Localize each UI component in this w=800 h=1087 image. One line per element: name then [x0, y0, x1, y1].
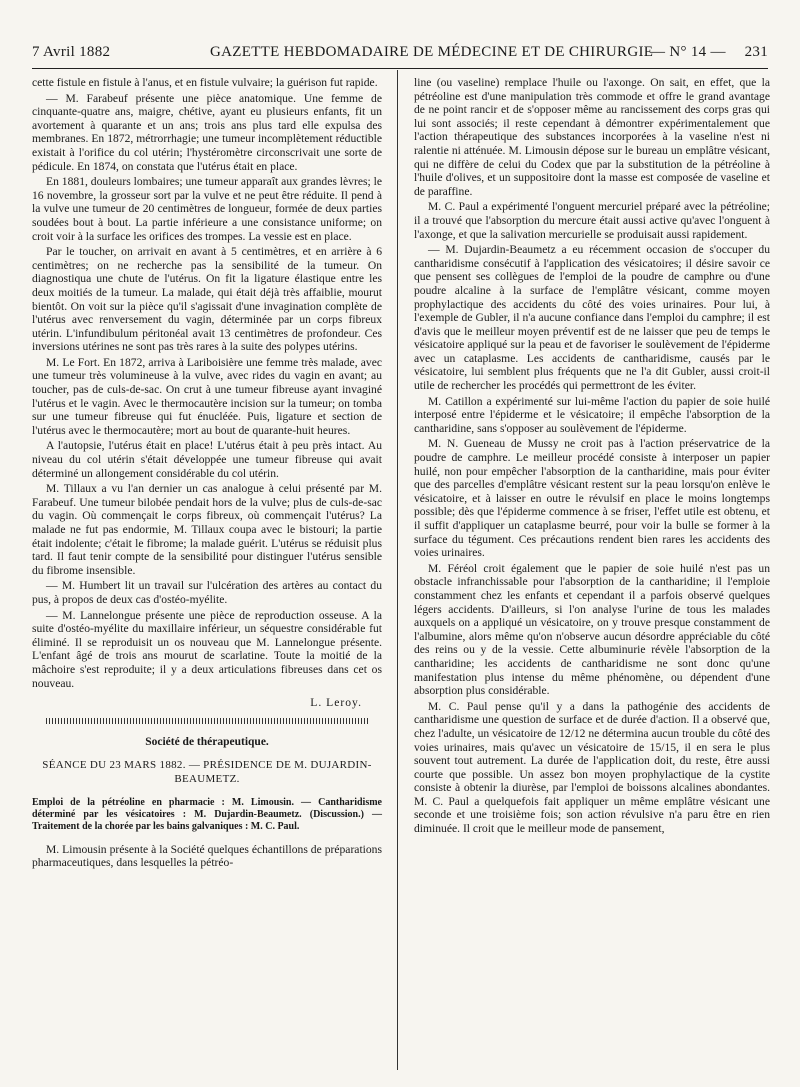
issue-number: — N° 14 —: [650, 44, 726, 60]
paragraph: Par le toucher, on arrivait en avant à 5 centimètres, et en arrière à 6 centimètres; on ne recherche pas la sensibilité de la tumeur. On diagnostiqua une chute de l'utérus. On fit la ligature élastique entre les deux moitiés de la tumeur. La malade, qui était déjà très affaiblie, mourut bientôt. On voit sur la pièce qu'il s'agissait d'une invagination complète de l'utérus avec renversement du vagin, déterminée par un corps fibreux utérin. L'infundibulum péritonéal avait 13 centimètres de profondeur. Ces inversions utérines ne sont pas très rares à la suite des polypes utérins.: [32, 245, 382, 354]
right-column: [414, 76, 770, 838]
paragraph: M. C. Paul pense qu'il y a dans la pathogénie des accidents de cantharidisme une question de surface et de durée d'action. Il a observé que, chez l'adulte, un vésicatoire de 12/12 ne détermina aucun trouble du côté des voies urinaires, mais qu'avec un vésicatoire de 15/15, il en sera le plus souvent tout autrement. La durée de l'application doit, du reste, être aussi courte que possible. Un assez bon moyen prophylactique de la cystite consiste à obtenir la diurèse, par l'emploi de boissons alcalines abondantes. M. C. Paul a quelquefois fait appliquer un même emplâtre vésicant une seconde et une troisième fois; son action révulsive n'a paru être en rien diminuée. Il croit que le meilleur mode de pansement,: [414, 699, 770, 836]
header-rule: [32, 68, 768, 69]
paragraph: cette fistule en fistule à l'anus, et en fistule vulvaire; la guérison fut rapide.: [32, 76, 378, 89]
session-heading: SÉANCE DU 23 MARS 1882. — PRÉSIDENCE DE M. DUJARDIN-BEAUMETZ.: [42, 759, 372, 785]
paragraph: — M. Dujardin-Beaumetz a eu récemment occasion de s'occuper du cantharidisme consécutif à l'application des vésicatoires; il désire savoir ce que pensent ses collègues de l'emploi de la poudre de camphre ou d'une poudre alcaline à la surface de l'emplâtre vésicant, comme moyen prophylactique des accidents du côté des voies urinaires. Pour lui, à l'exemple de Gubler, il n'a aucune confiance dans l'emploi du camphre; il est d'avis que le meilleur moyen préventif est de ne laisser que peu de temps le vésicatoire appliqué sur la peau et de favoriser le soulèvement de l'épiderme avec un cataplasme. Les accidents de cantharidisme, causés par le vésicatoire, lui semblent plus fréquents que ne l'a dit Gubler, aussi croit-il utile de rechercher les procédés qui permettront de les éviter.: [414, 243, 770, 393]
session-summary: Emploi de la pétréoline en pharmacie : M. Limousin. — Cantharidisme déterminé par les vésicatoires : M. Dujardin-Beaumetz. (Discussion.) — Traitement de la chorée par les bains galvaniques : M. C. Paul.: [32, 796, 382, 832]
paragraph: — M. Farabeuf présente une pièce anatomique. Une femme de cinquante-quatre ans, maigre, chétive, ayant eu plusieurs enfants, fit un avortement à quarante et un ans; trois ans plus tard elle expulsa des membranes. En 1872, métrorrhagie; une tumeur incomplètement réductible existait à l'orifice du col utérin; l'hystéromètre circonscrivait une sorte de pédicule. En 1874, on constata que l'utérus était en place.: [32, 91, 382, 173]
author-signature: L. Leroy.: [310, 696, 362, 710]
journal-title: GAZETTE HEBDOMADAIRE DE MÉDECINE ET DE CHIRURGIE: [210, 44, 654, 60]
section-title: Société de thérapeutique.: [145, 735, 269, 748]
paragraph: M. N. Gueneau de Mussy ne croit pas à l'action préservatrice de la poudre de camphre. Le meilleur procédé consiste à interposer un papier huilé, non pour empêcher l'absorption de la cantharidine, mais pour éviter que des parcelles d'emplâtre vésicant restent sur la peau lorsqu'on enlève le vésicatoire, et à laisser en outre le révulsif en place le moins longtemps possible; dès que l'épiderme commence à se friser, l'effet utile est obtenu, et il suffit d'appliquer un cataplasme beurré, pour voir la bulle se former à la surface du tégument. Ces précautions rendent bien rares les accidents des voies urinaires.: [414, 437, 770, 560]
paragraph: M. Le Fort. En 1872, arriva à Lariboisière une femme très malade, avec une tumeur très volumineuse à la vulve, avec rides du vagin en avant; au toucher, pas de culs-de-sac. On crut à une tumeur fibreuse ayant invaginé l'utérus et le vagin. Avec le thermocautère incision sur la tumeur; on tomba sur une tumeur fibreuse qui fut énucléée. Puis, ligature et section de l'utérus avec le thermocautère; mort au bout de quarante-huit heures.: [32, 355, 382, 437]
paragraph: — M. Lannelongue présente une pièce de reproduction osseuse. A la suite d'ostéo-myélite du maxillaire inférieur, un séquestre considérable fut éliminé. Il se reproduisit un os nouveau que M. Lannelongue présente. L'enfant âgé de trois ans mourut de scarlatine. Toute la moitié de la mâchoire s'est reproduite; il y a deux articulations fibreuses dans cet os nouveau.: [32, 608, 382, 690]
left-column: [32, 76, 382, 872]
paragraph: En 1881, douleurs lombaires; une tumeur apparaît aux grandes lèvres; le 16 novembre, la grosseur sort par la vulve et ne peut être réduite. Il pend à la vulve une tumeur de 20 centimètres de longueur, formée de deux parties soudées bout à bout. La partie inférieure a une consistance uniforme; on croit voir à la surface les orifices des trompes. La vessie est en place.: [32, 175, 382, 243]
issue-date: 7 Avril 1882: [32, 44, 111, 60]
paragraph: — M. Humbert lit un travail sur l'ulcération des artères au contact du pus, à propos de deux cas d'ostéo-myélite.: [32, 579, 382, 606]
paragraph: line (ou vaseline) remplace l'huile ou l'axonge. On sait, en effet, que la pétréoline est d'une manipulation très commode et offre le grand avantage de ne point rancir et de s'opposer même au rancissement des corps gras qui lui sont associés; il reste cependant à démontrer expérimentalement que l'action thérapeutique des substances incorporées à la vaseline n'est ni ralentie ni atténuée. M. Limousin dépose sur le bureau un emplâtre vésicant, qui ne diffère de celui du Codex que par la substitution de la pétréoline à l'huile d'olives, et un suppositoire dont la masse est composée de vaseline et de paraffine.: [414, 76, 770, 198]
paragraph: M. Limousin présente à la Société quelques échantillons de préparations pharmaceutiques, dans lesquelles la pétréo-: [32, 842, 382, 870]
paragraph: M. Féréol croit également que le papier de soie huilé n'est pas un obstacle infranchissable pour l'absorption de la cantharidine; il l'emploie constamment chez les enfants et cependant il a parfois observé quelques légers accidents. D'ailleurs, si l'on analyse l'urine de tous les malades auxquels on a appliqué un vésicatoire, on y trouve presque constamment de l'albumine, alors même qu'on n'observe aucun désordre appréciable du côté des reins ou y de la vessie. Cette albuminurie révèle l'absorption de la cantharidine; les accidents de cantharidisme ne sont donc qu'une manifestation plus intense du même phénomène, ou dépendent d'une absorption plus considérable.: [414, 561, 770, 698]
paragraph: M. Catillon a expérimenté sur lui-même l'action du papier de soie huilé interposé entre l'épiderme et le vésicatoire; il empêche l'absorption de la cantharidine, sans s'opposer au soulèvement de l'épiderme.: [414, 394, 770, 435]
column-divider: [397, 70, 398, 1070]
paragraph: M. C. Paul a expérimenté l'onguent mercuriel préparé avec la pétréoline; il a trouvé que l'absorption du mercure était aussi active qu'avec l'onguent à l'axonge, et que la salivation mercurielle se produisait aussi rapidement.: [414, 200, 770, 241]
section-separator: [46, 718, 368, 724]
page-header: [32, 44, 768, 66]
page-number: 231: [744, 44, 768, 60]
paragraph: M. Tillaux a vu l'an dernier un cas analogue à celui présenté par M. Farabeuf. Une tumeur bilobée pendait hors de la vulve; plus de culs-de-sac du vagin. Où commençait le corps fibreux, où commençait l'utérus? La malade ne fut pas endormie, M. Tillaux coupa avec le bistouri; la partie était indolente; c'était le fibrome; la malade guérit. L'utérus se réduisit plus tard. Il faut tenir compte de la sensibilité pour distinguer l'utérus sensible du fibrome insensible.: [32, 482, 382, 577]
paragraph: A l'autopsie, l'utérus était en place! L'utérus était à peu près intact. Au niveau du col utérin s'était développée une tumeur fibreuse qui avait déterminé un allongement considérable du col utérin.: [32, 439, 382, 480]
